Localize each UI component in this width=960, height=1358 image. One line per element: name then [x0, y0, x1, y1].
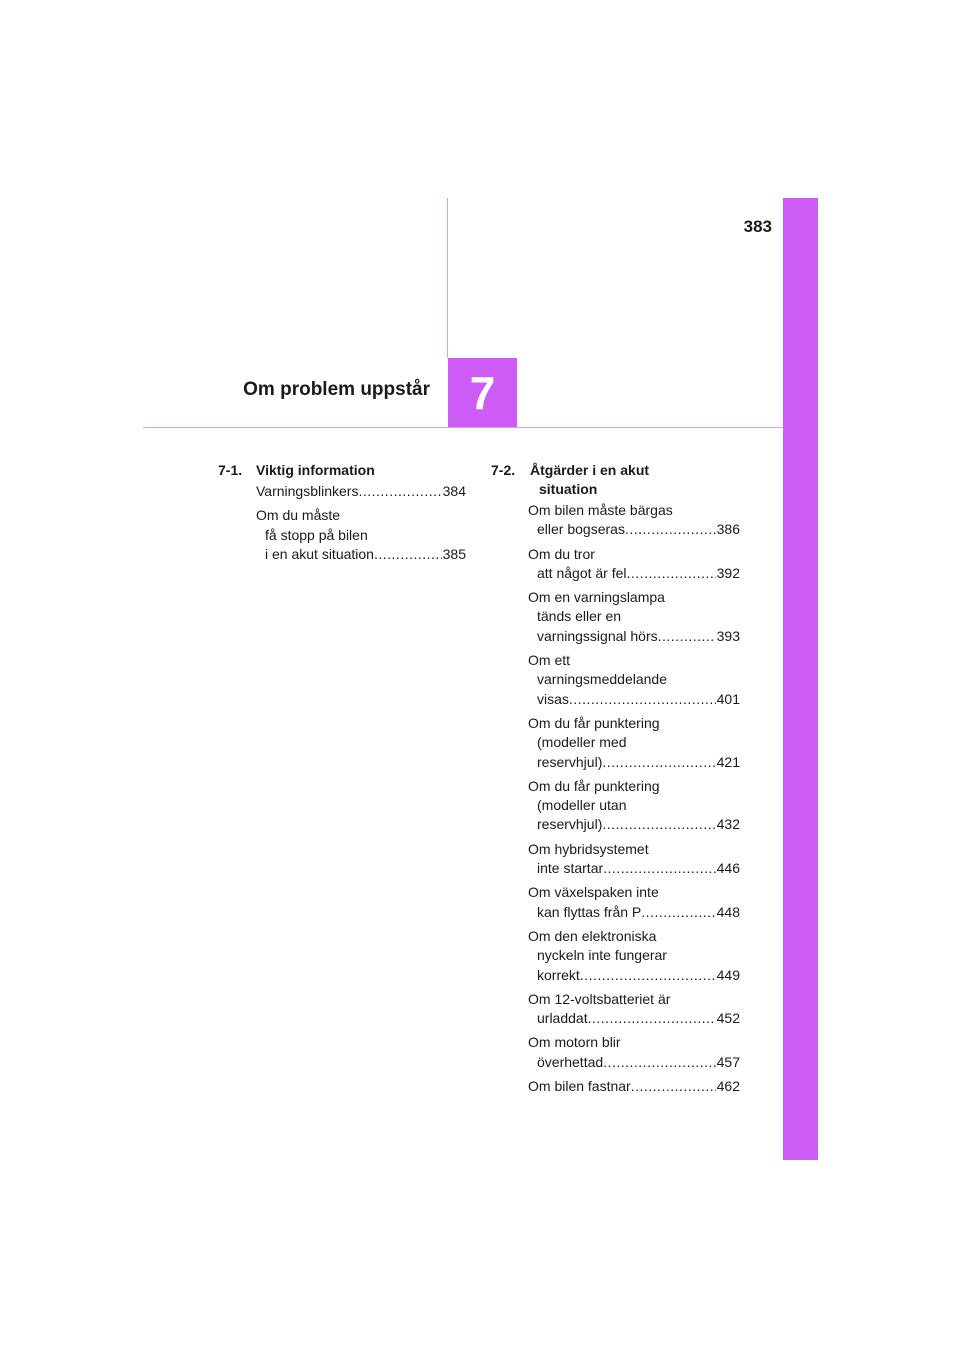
- toc-entry-text: (modeller med: [537, 734, 627, 751]
- toc-entry-line: [528, 651, 740, 670]
- toc-page-number: 392: [716, 564, 740, 581]
- toc-page-number: 393: [716, 627, 740, 644]
- chapter-number-box: [448, 358, 517, 427]
- toc-entry-line: [528, 501, 740, 520]
- chapter-side-tab: [783, 198, 818, 1160]
- toc-entry-line: [528, 753, 740, 772]
- toc-entry[interactable]: [528, 588, 740, 646]
- toc-entry-line: [256, 506, 466, 525]
- toc-entry-line: [528, 815, 740, 834]
- dot-leader: [569, 690, 716, 709]
- toc-entry-line: [528, 1077, 740, 1096]
- toc-entry-text: Om en varningslampa: [528, 589, 665, 606]
- toc-entry-line: [528, 627, 740, 646]
- toc-entry-line: [256, 526, 466, 545]
- toc-entry-text: varningsmeddelande: [537, 671, 667, 688]
- toc-entry-text: kan flyttas från P: [537, 903, 642, 920]
- toc-entry[interactable]: [528, 840, 740, 879]
- toc-entry-line: [528, 946, 740, 965]
- toc-entry-text: överhettad: [537, 1053, 604, 1070]
- vertical-rule: [447, 198, 448, 358]
- toc-entry-line: [528, 733, 740, 752]
- toc-entry-text: Om hybridsystemet: [528, 840, 649, 857]
- toc-entry[interactable]: [528, 545, 740, 584]
- horizontal-rule: [143, 427, 783, 428]
- toc-entry-text: reservhjul): [537, 753, 603, 770]
- toc-entries: [256, 482, 466, 569]
- toc-entry-text: inte startar: [537, 860, 604, 877]
- dot-leader: [602, 815, 715, 834]
- section-title: [256, 461, 375, 480]
- toc-entry-line: [256, 545, 466, 564]
- section-title-line: Åtgärder i en akut: [530, 462, 650, 478]
- dot-leader: [588, 1009, 716, 1028]
- toc-entry-text: (modeller utan: [537, 797, 627, 814]
- toc-entry-text: tänds eller en: [537, 608, 622, 625]
- toc-entry-text: Om du får punktering: [528, 777, 660, 794]
- toc-page-number: 432: [716, 816, 740, 833]
- toc-entry-text: varningssignal hörs: [537, 627, 658, 644]
- toc-entry-line: [528, 777, 740, 796]
- toc-entry-text: Varningsblinkers: [256, 483, 359, 499]
- toc-entry-line: [528, 588, 740, 607]
- toc-entry[interactable]: [528, 1077, 740, 1096]
- dot-leader: [580, 966, 716, 985]
- section-heading: [218, 461, 466, 480]
- toc-entry-line: [528, 796, 740, 815]
- toc-entry[interactable]: [528, 990, 740, 1029]
- toc-entry-text: Om ett: [528, 652, 571, 669]
- toc-page-number: 446: [716, 860, 740, 877]
- toc-entry-text: visas: [537, 690, 569, 707]
- toc-entry-line: [528, 1009, 740, 1028]
- toc-page-number: 449: [716, 966, 740, 983]
- toc-page-number: 457: [716, 1053, 740, 1070]
- toc-entry-text: Om du tror: [528, 545, 595, 562]
- dot-leader: [641, 903, 715, 922]
- dot-leader: [658, 627, 716, 646]
- toc-entry-line: [256, 482, 466, 501]
- section-title-line: Viktig information: [256, 462, 375, 478]
- toc-entry[interactable]: [256, 506, 466, 564]
- toc-entry-line: [528, 714, 740, 733]
- dot-leader: [627, 564, 716, 583]
- dot-leader: [603, 1053, 715, 1072]
- dot-leader: [374, 545, 442, 564]
- toc-entry-line: [528, 564, 740, 583]
- toc-entry-text: Om motorn blir: [528, 1034, 621, 1051]
- toc-entry[interactable]: [528, 651, 740, 709]
- toc-entry-text: Om du måste: [256, 507, 341, 524]
- toc-entry[interactable]: [528, 501, 740, 540]
- dot-leader: [358, 482, 441, 501]
- toc-entry-line: [528, 690, 740, 709]
- toc-entry-text: Om växelspaken inte: [528, 884, 659, 901]
- toc-entry-text: få stopp på bilen: [265, 526, 368, 543]
- section-number: 7-2.: [491, 462, 516, 478]
- section-title: [530, 461, 649, 499]
- toc-entry-text: eller bogseras: [537, 521, 625, 538]
- toc-entry-line: [528, 883, 740, 902]
- toc-entry[interactable]: [528, 883, 740, 922]
- toc-section-7-2: [491, 461, 740, 1095]
- toc-entry-line: [528, 520, 740, 539]
- toc-entry-text: Om bilen måste bärgas: [528, 502, 673, 518]
- toc-entry-text: Om du får punktering: [528, 714, 660, 731]
- chapter-title: Om problem uppstår: [243, 379, 430, 400]
- toc-entry-text: Om 12-voltsbatteriet är: [528, 990, 671, 1007]
- toc-entry-text: i en akut situation: [265, 545, 374, 562]
- section-number: 7-1.: [218, 462, 243, 478]
- section-title-line: situation: [539, 481, 598, 497]
- toc-entry[interactable]: [528, 927, 740, 985]
- toc-entry[interactable]: [528, 714, 740, 772]
- toc-entry[interactable]: [528, 777, 740, 835]
- toc-entry-text: korrekt: [537, 966, 580, 983]
- toc-entry-line: [528, 607, 740, 626]
- dot-leader: [631, 1077, 716, 1096]
- dot-leader: [603, 859, 716, 878]
- toc-entry-line: [528, 545, 740, 564]
- page-number: 383: [743, 217, 772, 236]
- toc-entry-line: [528, 859, 740, 878]
- toc-entry-text: reservhjul): [537, 816, 603, 833]
- toc-page-number: 462: [716, 1078, 740, 1095]
- toc-entry-text: urladdat: [537, 1010, 588, 1027]
- toc-page-number: 401: [716, 690, 740, 707]
- toc-entry-line: [528, 840, 740, 859]
- toc-entry-text: Om bilen fastnar: [528, 1078, 631, 1095]
- toc-entry-line: [528, 670, 740, 689]
- dot-leader: [602, 753, 715, 772]
- chapter-number: 7: [469, 366, 496, 419]
- toc-page-number: 452: [716, 1010, 740, 1027]
- dot-leader: [625, 520, 716, 539]
- toc-section-7-1: [218, 461, 466, 562]
- toc-entry[interactable]: [256, 482, 466, 501]
- toc-entry-line: [528, 903, 740, 922]
- toc-page-number: 384: [442, 483, 466, 499]
- toc-entry[interactable]: [528, 1033, 740, 1072]
- toc-page-number: 386: [716, 521, 740, 538]
- toc-entry-line: [528, 966, 740, 985]
- toc-entry-line: [528, 1033, 740, 1052]
- toc-entry-line: [528, 990, 740, 1009]
- toc-entry-text: att något är fel: [537, 564, 627, 581]
- toc-page-number: 421: [716, 753, 740, 770]
- toc-page-number: 448: [716, 903, 740, 920]
- toc-entry-line: [528, 1053, 740, 1072]
- toc-page-number: 385: [442, 545, 466, 562]
- toc-entries: [528, 501, 740, 1101]
- toc-entry-line: [528, 927, 740, 946]
- section-heading: [491, 461, 740, 499]
- toc-entry-text: Om den elektroniska: [528, 927, 657, 944]
- toc-entry-text: nyckeln inte fungerar: [537, 947, 667, 964]
